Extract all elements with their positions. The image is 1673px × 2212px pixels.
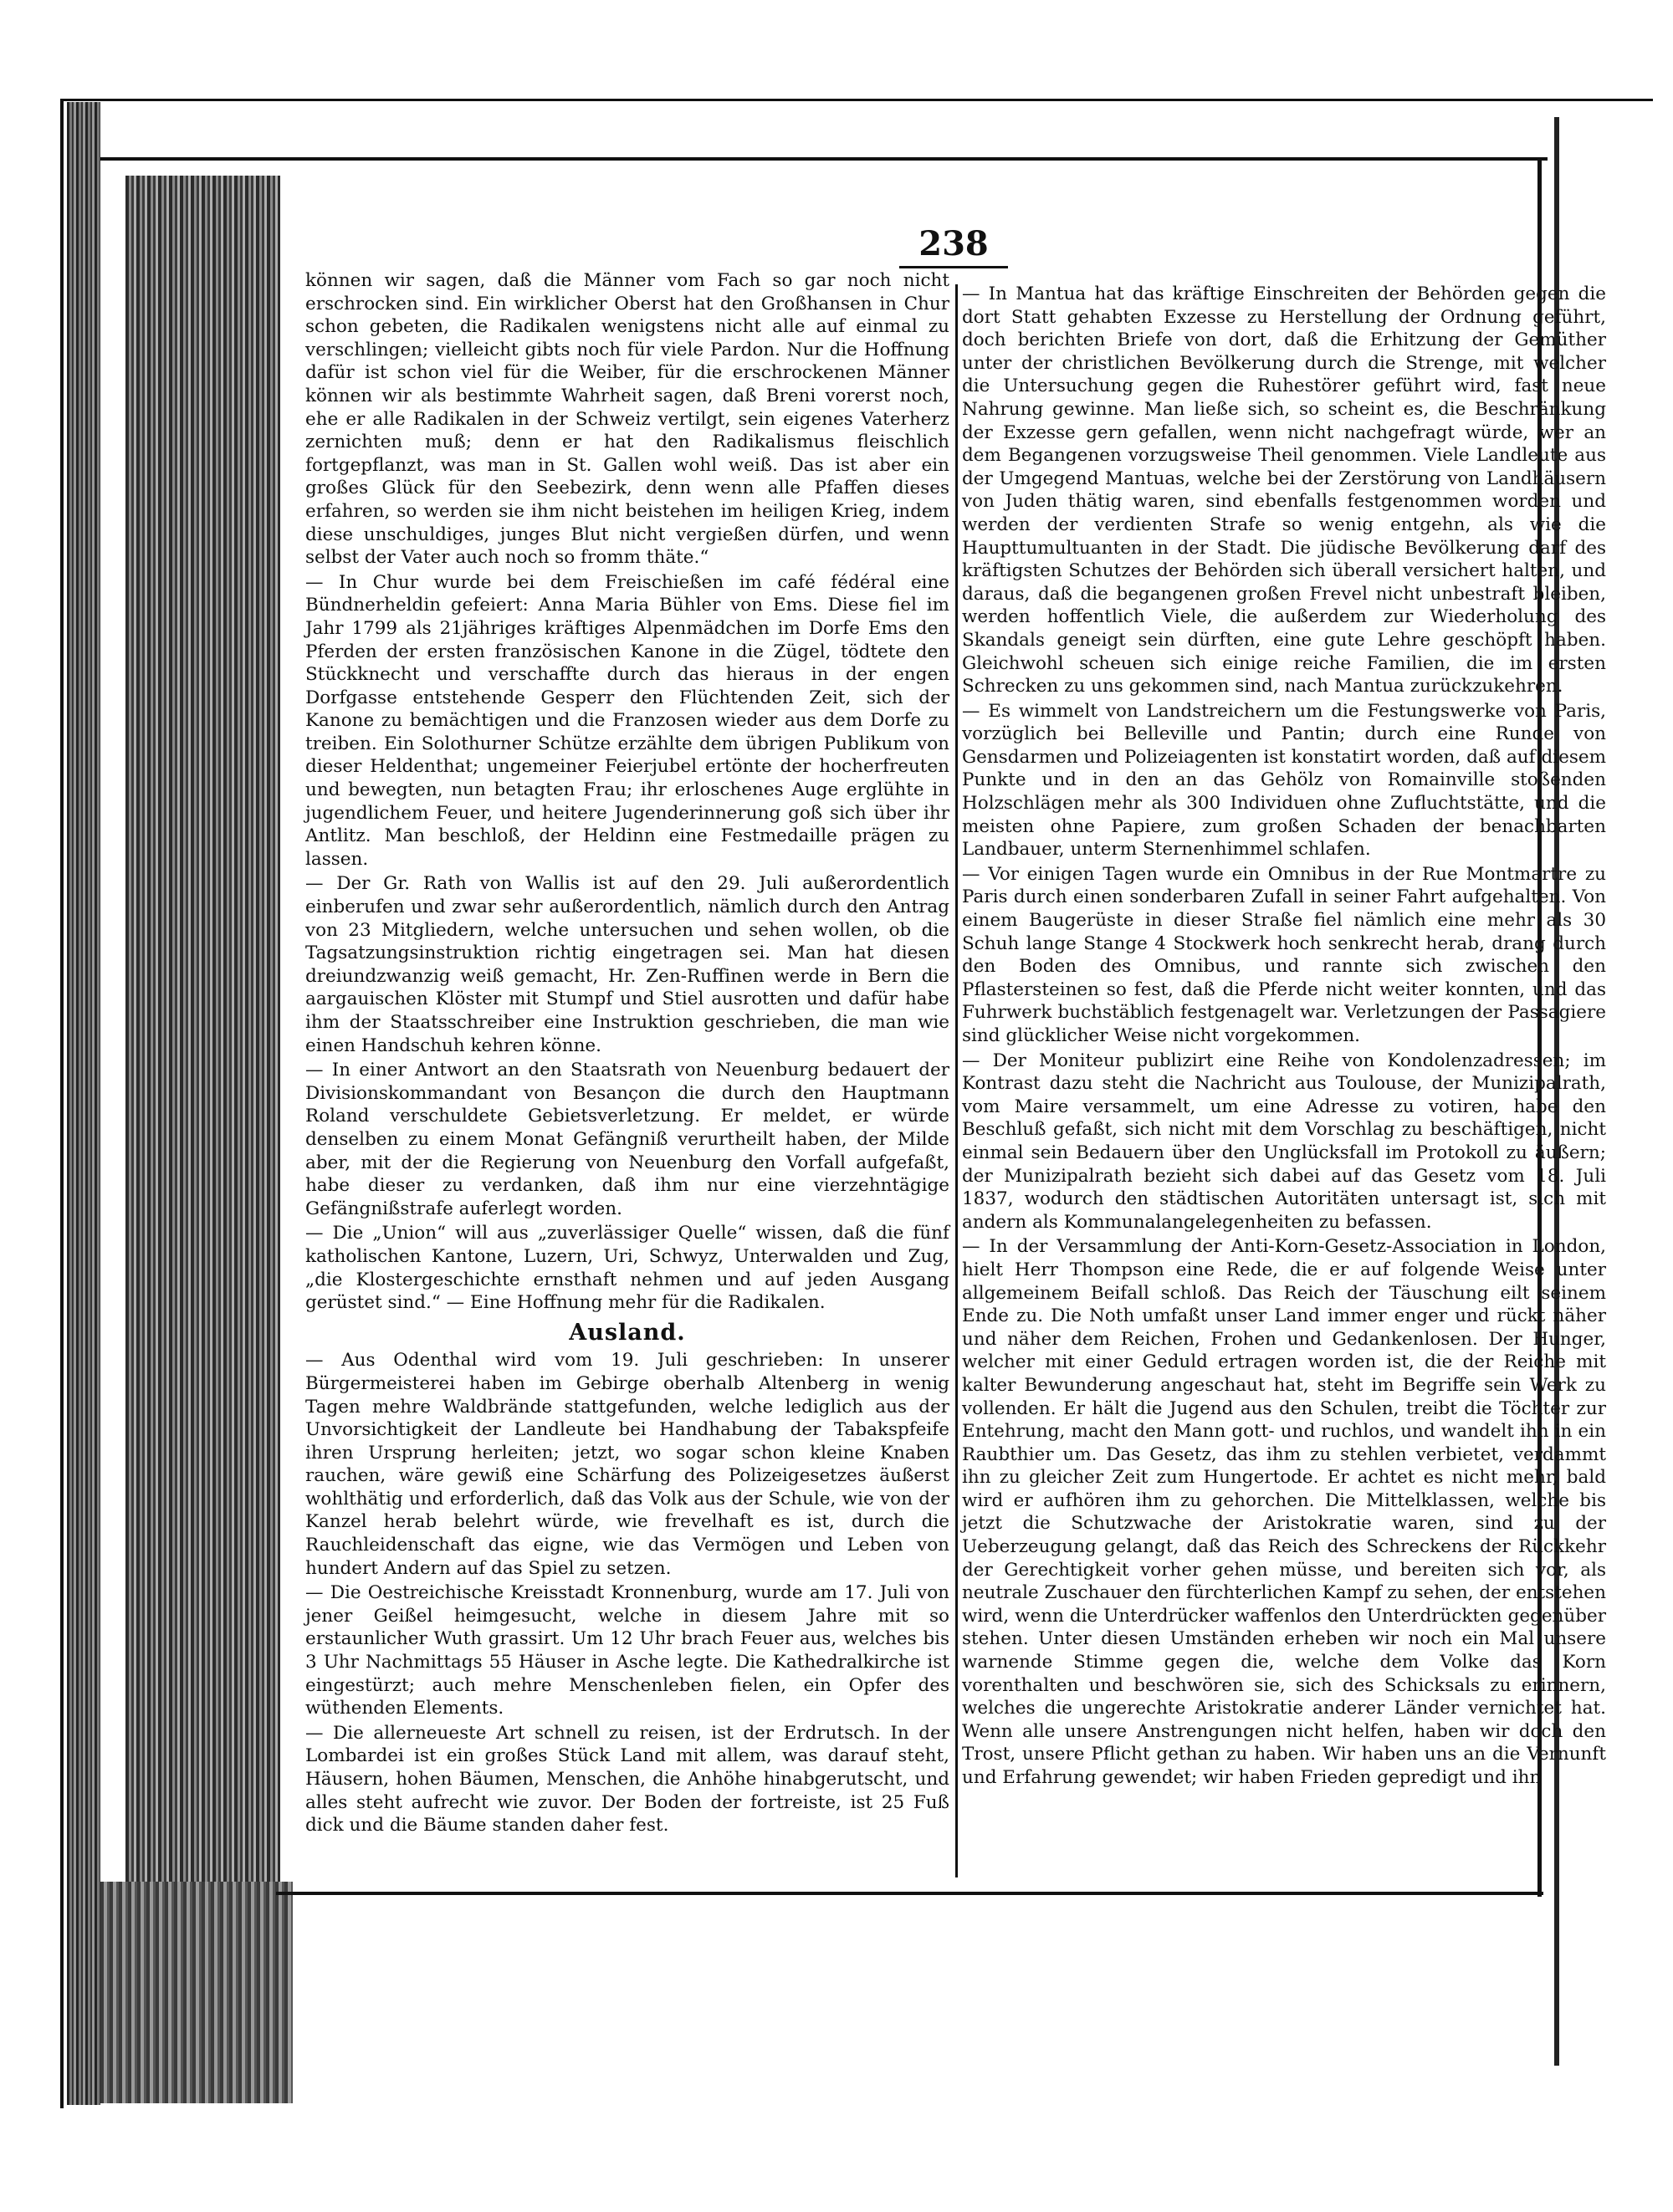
article-paragraph: — Es wimmelt von Landstreichern um die Festungswerke von Paris, vorzüglich bei Belleville und Pantin; durch eine Runde von Gensdarmen und Polizeiagenten ist konstatirt worden, daß auf diesem Punkte und in den an das Gehölz von Romainville stoßenden Holzschlägen mehr als 300 Individuen ohne Zufluchtstätte, und die meisten ohne Papiere, zum großen Schaden der benachbarten Landbauer, unterm Sternenhimmel schlafen. [962,700,1606,861]
article-paragraph: — In einer Antwort an den Staatsrath von Neuenburg bedauert der Divisionskommandant von Besançon die durch den Hauptmann Roland verschuldete Gebietsverletzung. Er meldet, er würde denselben zu einem Monat Gefängniß verurtheilt haben, der Milde aber, mit der die Regierung von Neuenburg den Vorfall aufgefaßt, habe dieser zu verdanken, daß ihm nur eine vierzehntägige Gefängnißstrafe auferlegt worden. [305,1060,949,1219]
book-page-edges [67,102,100,2105]
article-paragraph: — In Chur wurde bei dem Freischießen im café fédéral eine Bündnerheldin gefeiert: Anna Maria Bühler von Ems. Diese fiel im Jahr 1799 als 21jähriges kräftiges Alpenmädchen im Dorfe Ems den Pferden der ersten französischen Kanone in die Zügel, tödtete den Stückknecht und verschaffte durch das hieraus in der engen Dorfgasse entstehende Gesperr den Flüchtenden Zeit, sich der Kanone zu bemächtigen und die Franzosen wieder aus dem Dorfe zu treiben. Ein Solothurner Schütze erzählte dem übrigen Publikum von dieser Heldenthat; ungemeiner Feierjubel ertönte der hocherfreuten und bewegten, nun betagten Frau; ihr erloschenes Auge erglühte in jugendlichem Feuer, und heitere Jugenderinnerung goß sich über ihr Antlitz. Man beschloß, der Heldinn eine Festmedaille prägen zu lassen. [305,571,949,870]
article-paragraph: — Die „Union“ will aus „zuverlässiger Quelle“ wissen, daß die fünf katholischen Kantone, Luzern, Uri, Schwyz, Unterwalden und Zug, „die Klostergeschichte ernsthaft nehmen und auf jeden Ausgang gerüstet sind.“ — Eine Hoffnung mehr für die Radikalen. [305,1223,949,1314]
article-paragraph: — Die Oestreichische Kreisstadt Kronnenburg, wurde am 17. Juli von jener Geißel heimgesucht, welche in diesem Jahre mit so erstaunlicher Wuth grassirt. Um 12 Uhr brach Feuer aus, welches bis 3 Uhr Nachmittags 55 Häuser in Asche legte. Die Kathedralkirche ist eingestürzt; auch mehre Menschenleben fielen, ein Opfer des wüthenden Elements. [305,1582,949,1719]
article-paragraph: — Der Moniteur publizirt eine Reihe von Kondolenzadressen; im Kontrast dazu steht die Nachricht aus Toulouse, der Munizipalrath, vom Maire versammelt, um eine Adresse zu votiren, habe den Beschluß gefaßt, sich nicht mit dem Vorschlag zu beschäftigen, nicht einmal sein Bedauern über den Unglücksfall im Protokoll zu äußern; der Munizipalrath bezieht sich dabei auf das Gesetz vom 18. Juli 1837, wodurch den städtischen Autoritäten untersagt ist, sich mit andern als Kommunalangelegenheiten zu befassen. [962,1050,1606,1233]
article-paragraph: — Vor einigen Tagen wurde ein Omnibus in der Rue Montmartre zu Paris durch einen sonderbaren Zufall in seiner Fahrt aufgehalten. Von einem Baugerüste in dieser Straße fiel nämlich eine mehr als 30 Schuh lange Stange 4 Stockwerk hoch senkrecht herab, drang durch den Boden des Omnibus, und rannte sich zwischen den Pflastersteinen so fest, daß die Pferde nicht weiter konnten, und das Fuhrwerk buchstäblich festgenagelt war. Verletzungen der Passagiere sind glücklicher Weise nicht vorgekommen. [962,863,1606,1046]
article-paragraph: — Aus Odenthal wird vom 19. Juli geschrieben: In unserer Bürgermeisterei haben im Gebirge oberhalb Altenberg in wenig Tagen mehre Waldbrände stattgefunden, welche lediglich aus der Unvorsichtigkeit der Landleute bei Handhabung der Tabakspfeife ihren Ursprung herleiten; jetzt, wo sogar schon kleine Knaben rauchen, wäre gewiß eine Schärfung des Polizeigesetzes äußerst wohlthätig und erforderlich, daß das Volk aus der Schule, wie von der Kanzel herab belehrt würde, wie frevelhaft es ist, durch die Rauchleidenschaft das eigne, wie das Vermögen und Leben von hundert Andern auf das Spiel zu setzen. [305,1350,949,1579]
left-column [305,269,949,1837]
right-column [962,283,1606,1790]
article-paragraph: — In der Versammlung der Anti-Korn-Gesetz-Association in London, hielt Herr Thompson eine Rede, die er auf folgende Weise unter allgemeinem Beifall schloß. Das Reich der Täuschung eilt seinem Ende zu. Die Noth umfaßt unser Land immer enger und rückt näher und näher dem Reichen, Frohen und Gedankenlosen. Der Hunger, welcher mit einer Geduld ertragen worden ist, die der Reiche mit kalter Bewunderung angeschaut hat, steht im Begriffe sein Werk zu vollenden. Er hält die Jugend aus den Schulen, treibt die Töchter zur Entehrung, macht den Mann gott- und ruchlos, und wandelt ihn in ein Raubthier um. Das Gesetz, das ihm zu stehlen verbietet, verdammt ihn zu gleicher Zeit zum Hungertode. Er achtet es nicht mehr, bald wird er aufhören ihm zu gehorchen. Die Mittelklassen, welche bis jetzt die Schutzwache der Aristokratie waren, sind zu der Ueberzeugung gelangt, daß das Reich des Schreckens der Rückkehr der Gerechtigkeit vorher gehen müsse, und bereiten sich vor, als neutrale Zuschauer den fürchterlichen Kampf zu sehen, der entstehen wird, wenn die Unterdrücker waffenlos den Unterdrückten gegenüber stehen. Unter diesen Umständen erheben wir noch ein Mal unsere warnende Stimme gegen die, welche dem Volke das Korn vorenthalten und beschwören sie, sich des Schicksals zu erinnern, welches die ungerechte Aristokratie anderer Länder vernichtet hat. Wenn alle unsere Anstrengungen nicht helfen, haben wir doch den Trost, unsere Pflicht gethan zu haben. Wir haben uns an die Vernunft und Erfahrung gewendet; wir haben Frieden gepredigt und ihn [962,1236,1606,1788]
book-page-edges-inner [125,176,280,1882]
page-bottom-border [276,1892,1543,1895]
book-page-edges-bottom [100,1882,293,2103]
page-top-border [100,157,1548,161]
article-paragraph: — Der Gr. Rath von Wallis ist auf den 29. Juli außerordentlich einberufen und zwar sehr außerordentlich, nämlich durch den Antrag von 23 Mitgliedern, welche untersuchen und sehen wollen, ob die Tagsatzungsinstruktion richtig eingetragen sei. Man hat diesen dreiundzwanzig weiß gemacht, Hr. Zen-Ruffinen werde in Bern die aargauischen Klöster mit Stumpf und Stiel ausrotten und dafür habe ihm der Staatsschreiber eine Instruktion geschrieben, die man wie einen Handschuh kehren könne. [305,873,949,1056]
column-divider [955,284,958,1877]
article-paragraph: — In Mantua hat das kräftige Einschreiten der Behörden gegen die dort Statt gehabten Exzesse zu Herstellung der Ordnung geführt, doch berichten Briefe von dort, daß die Erhitzung der Gemüther unter der christlichen Bevölkerung durch die Strenge, mit welcher die Untersuchung gegen die Ruhestörer geführt wird, fast neue Nahrung gewinne. Man ließe sich, so scheint es, die Beschränkung der Exzesse gern gefallen, wenn nicht nachgefragt würde, wer an dem Begangenen vorzugsweise Theil genommen. Viele Landleute aus der Umgegend Mantuas, welche bei der Zerstörung von Landhäusern von Juden thätig waren, sind ebenfalls festgenommen worden und werden der verdienten Strafe so wenig entgehn, als wie die Haupttumultuanten in der Stadt. Die jüdische Bevölkerung darf des kräftigsten Schutzes der Behörden sich überall versichert halten, und daraus, daß die begangenen großen Frevel nicht unbestraft bleiben, werden hoffentlich Viele, die außerdem zur Wiederholung des Skandals geneigt sein dürften, eine gute Lehre geschöpft haben. Gleichwohl scheuen sich einige reiche Familien, die im ersten Schrecken zu uns gekommen sind, nach Mantua zurückzukehren. [962,284,1606,697]
article-paragraph: können wir sagen, daß die Männer vom Fach so gar noch nicht erschrocken sind. Ein wirklicher Oberst hat den Großhansen in Chur schon gebeten, die Radikalen wenigstens nicht alle auf einmal zu verschlingen; vielleicht gibts noch für viele Pardon. Nur die Hoffnung dafür ist schon viel für die Weiber, für die erschrockenen Männer können wir als bestimmte Wahrheit sagen, daß Breni vorerst noch, ehe er alle Radikalen in der Schweiz vertilgt, sein eigenes Vaterherz zernichten muß; denn er hat den Radikalismus fleischlich fortgepflanzt, was man in St. Gallen wohl weiß. Das ist aber ein großes Glück für den Seebezirk, denn wenn alle Pfaffen dieses erfahren, so werden sie ihm nicht beistehen im heiligen Krieg, indem diese unschuldiges, junges Blut nicht vergießen dürfen, und wenn selbst der Vater auch noch so fromm thäte.“ [305,270,949,569]
page-number-rule [899,266,1008,268]
page-number: 238 [918,224,989,263]
article-paragraph: — Die allerneueste Art schnell zu reisen, ist der Erdrutsch. In der Lombardei ist ein großes Stück Land mit allem, was darauf steht, Häusern, hohen Bäumen, Menschen, die Anhöhe hinabgerutscht, und alles steht aufrecht wie zuvor. Der Boden der fortreiste, ist 25 Fuß dick und die Bäume standen daher fest. [305,1722,949,1837]
section-heading-ausland: Ausland. [569,1319,686,1346]
